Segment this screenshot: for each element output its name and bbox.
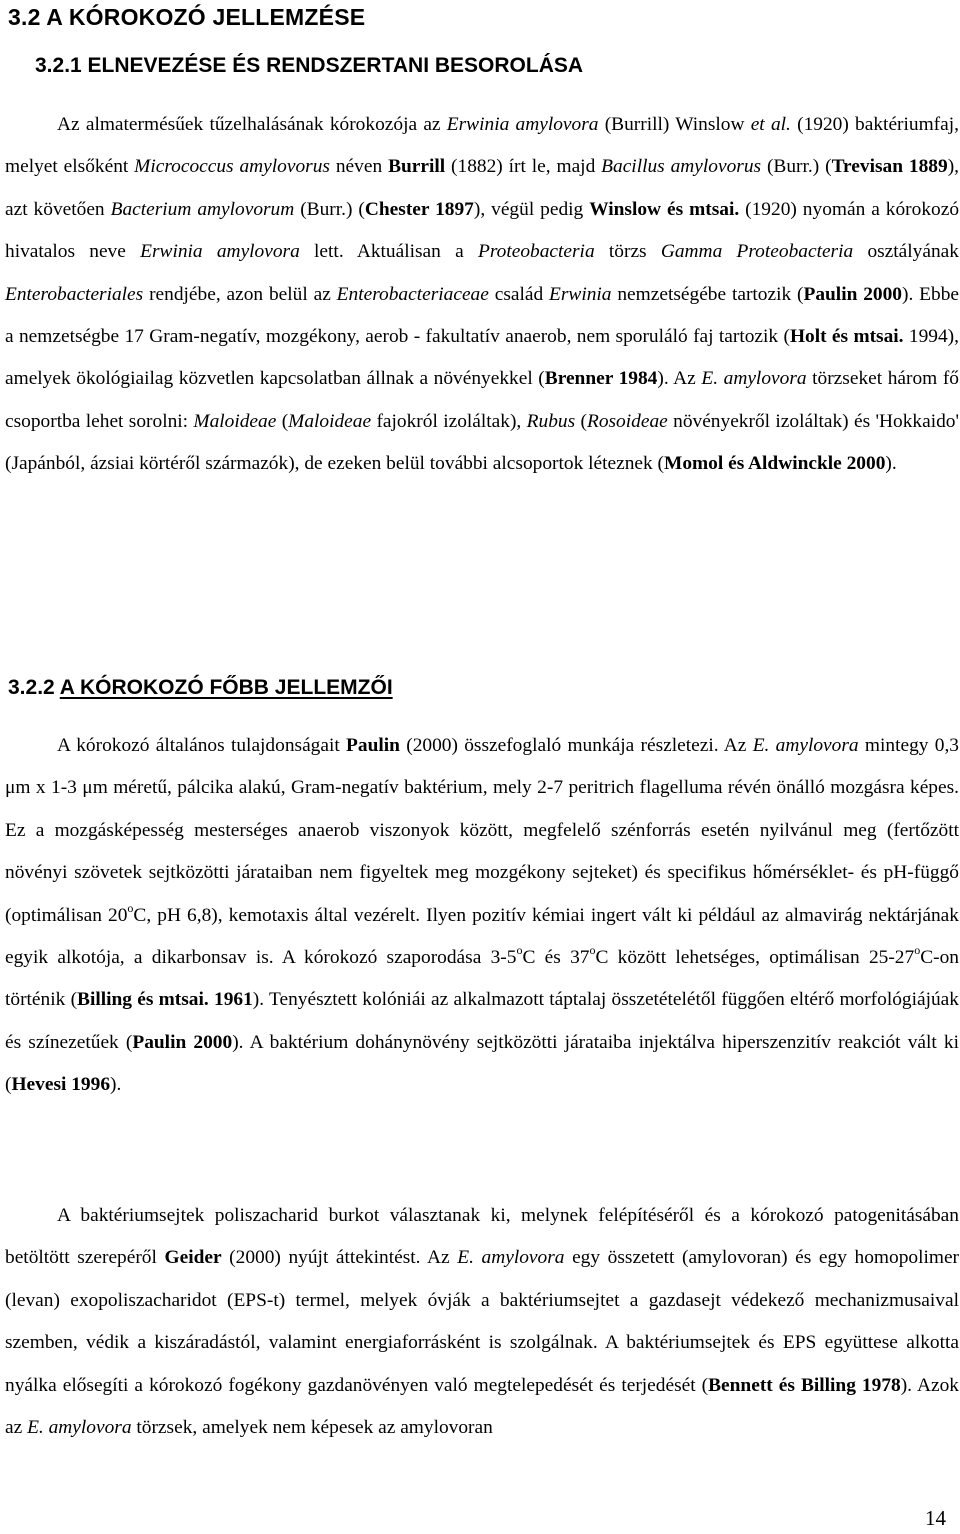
citation-text: Winslow és mtsai.: [589, 198, 740, 220]
italic-text: Enterobacteriaceae: [336, 283, 489, 305]
degree-superscript: o: [516, 943, 523, 958]
text-run: (1920) baktériumfaj, melyet elsőként: [5, 114, 959, 178]
italic-text: E. amylovora: [457, 1247, 565, 1269]
italic-text: Maloideae: [193, 410, 277, 432]
italic-text: Micrococcus amylovorus: [134, 156, 330, 178]
text-run: ).: [885, 453, 897, 475]
page-number: 14: [925, 1506, 946, 1530]
text-run: osztályának: [853, 241, 959, 263]
text-run: fajokról izoláltak),: [371, 410, 527, 432]
text-run: (1920) nyomán a kórokozó hivatalos neve: [5, 198, 960, 263]
text-run: néven: [329, 156, 389, 178]
italic-text: Gamma Proteobacteria: [660, 241, 854, 263]
text-run: (Burr.) (: [761, 156, 832, 178]
text-run: növényekről izoláltak) és 'Hokkaido' (Japánból, ázsiai körtéről származók), de ezeken belül további alcsoportok léteznek (: [5, 410, 959, 475]
citation-text: Paulin 2000: [132, 1031, 233, 1053]
subsection-title: A KÓROKOZÓ FŐBB JELLEMZŐI: [59, 676, 393, 699]
degree-superscript: o: [914, 943, 921, 958]
text-run: C és 37: [522, 947, 590, 969]
text-run: C között lehetséges, optimálisan 25-27: [595, 947, 915, 969]
text-run: (Burr.) (: [294, 198, 365, 220]
italic-text: Proteobacteria: [477, 241, 595, 263]
text-run: nemzetségébe tartozik (: [611, 283, 804, 305]
text-run: A kórokozó általános tulajdonságait: [57, 735, 347, 756]
text-run: (Burrill) Winslow: [598, 114, 751, 135]
text-run: ). Az: [657, 368, 702, 390]
citation-text: Chester 1897: [364, 198, 474, 220]
text-run: lett. Aktuálisan a: [299, 241, 478, 263]
italic-text: Erwinia: [549, 283, 612, 305]
text-run: család: [488, 283, 550, 305]
text-run: A baktériumsejtek poliszacharid burkot választanak ki, melynek felépítéséről és a kórokozó patogenitásában betöltött szerepéről: [5, 1205, 959, 1269]
italic-text: Bacillus amylovorus: [601, 156, 762, 178]
text-run: 1994), amelyek ökológiailag közvetlen kapcsolatban állnak a növényekkel (: [5, 326, 959, 390]
paragraph-body: [5, 725, 959, 1107]
text-run: ).: [110, 1074, 122, 1096]
text-run: törzsek, amelyek nem képesek az amylovoran: [131, 1417, 493, 1439]
degree-superscript: o: [589, 943, 596, 958]
text-run: ). Tenyésztett kolóniái az alkalmazott táptalaj összetételétől függően eltérő morfológiájúak és színezetűek (: [5, 989, 959, 1053]
italic-text: Rosoideae: [586, 410, 668, 432]
citation-text: Bennett és Billing 1978: [708, 1374, 901, 1396]
paragraph-body: [5, 1195, 959, 1449]
section-heading: 3.2 A KÓROKOZÓ JELLEMZÉSE: [8, 4, 366, 30]
text-run: törzseket három fő csoportba lehet sorolni:: [5, 368, 959, 432]
text-run: rendjébe, azon belül az: [143, 283, 337, 305]
text-run: törzs: [594, 241, 661, 263]
citation-text: Billing és mtsai. 1961: [77, 989, 253, 1011]
citation-text: Trevisan 1889: [831, 156, 948, 178]
paragraph-taxonomy: [5, 104, 959, 486]
subsection-heading-naming: 3.2.1 ELNEVEZÉSE ÉS RENDSZERTANI BESOROLÁSA: [35, 54, 584, 77]
text-run: (: [276, 410, 289, 432]
citation-text: Brenner 1984: [544, 368, 658, 390]
paragraph-polysaccharide: [5, 1195, 959, 1449]
text-run: ), végül pedig: [473, 198, 590, 220]
text-run: egy összetett (amylovoran) és egy homopolimer (levan) exopoliszacharidot (EPS-t) termel, melyek óvják a baktériumsejtet a gazdasejt védekező mechanizmusaival szemben, védik a kiszáradástól, valamint energiaforrásként is szolgálnak. A baktériumsejtek és EPS együttese alkotta nyálka elősegíti a kórokozó fogékony gazdanövényen való megtelepedését és terjedését (: [5, 1247, 960, 1396]
degree-superscript: o: [127, 900, 134, 915]
text-run: ). Ebbe a nemzetségbe 17 Gram-negatív, mozgékony, aerob - fakultatív anaerob, nem sporuláló faj tartozik (: [5, 283, 959, 348]
text-run: ). Azok az: [5, 1374, 959, 1439]
text-run: C, pH 6,8), kemotaxis által vezérelt. Ilyen pozitív kémiai ingert vált ki például az almavirág nektárjának egyik alkotója, a dikarbonsav is. A kórokozó szaporodása 3-5: [5, 904, 959, 969]
text-run: mintegy 0,3 μm x 1-3 μm méretű, pálcika alakú, Gram-negatív baktérium, mely 2-7 peritrich flagelluma révén önálló mozgásra képes. Ez a mozgásképesség mesterséges anaerob viszonyok között, megfelelő szénforrás esetén nyilvánul meg (fertőzött növényi szövetek sejtközötti járataiban nem figyeltek meg mozgékony sejteket) és specifikus hőmérséklet- és pH-függő (optimálisan 20: [5, 735, 959, 926]
italic-text: E. amylovora: [701, 368, 807, 390]
subsection-heading-characteristics: [8, 676, 393, 700]
citation-text: Paulin: [346, 735, 400, 756]
italic-text: et al.: [750, 114, 791, 135]
text-run: C-on történik (: [5, 947, 959, 1011]
italic-text: Enterobacteriales: [5, 283, 144, 305]
citation-text: Holt és mtsai.: [789, 326, 904, 348]
text-run: (2000) összefoglaló munkája részletezi. Az: [399, 735, 753, 756]
italic-text: Maloideae: [288, 410, 372, 432]
text-run: (1882) írt le, majd: [445, 156, 602, 178]
paragraph-properties: [5, 725, 959, 1107]
italic-text: Bacterium amylovorum: [110, 198, 295, 220]
italic-text: Erwinia amylovora: [140, 241, 300, 263]
citation-text: Burrill: [388, 156, 446, 178]
subsection-number: 3.2.2: [8, 676, 60, 699]
citation-text: Momol és Aldwinckle 2000: [664, 453, 886, 475]
citation-text: Hevesi 1996: [11, 1074, 111, 1096]
text-run: Az almatermésűek tűzelhalásának kórokozója az: [57, 114, 447, 135]
text-run: (2000) nyújt áttekintést. Az: [221, 1247, 458, 1269]
paragraph-body: [5, 104, 959, 486]
italic-text: Erwinia amylovora: [446, 114, 599, 135]
italic-text: Rubus: [526, 410, 576, 432]
citation-text: Paulin 2000: [803, 283, 902, 305]
text-run: ). A baktérium dohánynövény sejtközötti járataiba injektálva hiperszenzitív reakciót vált ki (: [5, 1031, 960, 1096]
italic-text: E. amylovora: [752, 735, 859, 756]
text-run: (: [575, 410, 587, 432]
text-run: ), azt követően: [5, 156, 960, 220]
citation-text: Geider: [164, 1247, 222, 1269]
italic-text: E. amylovora: [27, 1417, 132, 1439]
